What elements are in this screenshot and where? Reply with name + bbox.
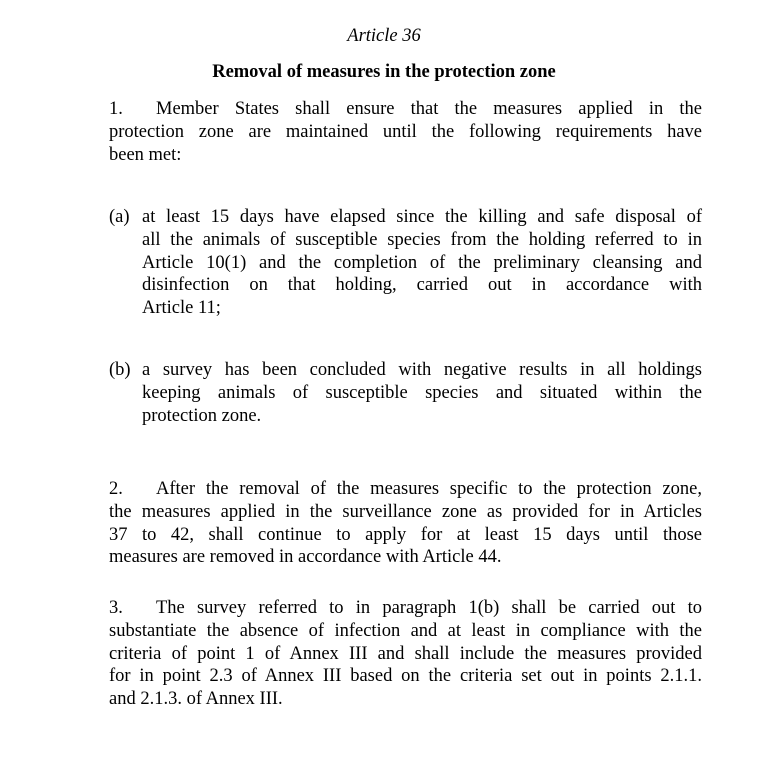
paragraph-number: 3. bbox=[109, 598, 123, 618]
paragraph-text: The survey referred to in paragraph 1(b) shall be carried out to bbox=[156, 598, 702, 618]
paragraph-line bbox=[109, 597, 702, 620]
item-line: Article 11; bbox=[142, 298, 221, 319]
item-b bbox=[109, 359, 702, 427]
paragraph-text: Member States shall ensure that the measures applied in the bbox=[156, 99, 702, 119]
paragraph-line: for in point 2.3 of Annex III based on the criteria set out in points 2.1.1. bbox=[109, 666, 702, 687]
item-line: Article 10(1) and the completion of the preliminary cleansing and bbox=[142, 252, 702, 273]
paragraph-line: the measures applied in the surveillance zone as provided for in Articles bbox=[109, 501, 702, 522]
paragraph-line: measures are removed in accordance with Article 44. bbox=[109, 547, 502, 568]
paragraph-line: been met: bbox=[109, 144, 182, 165]
paragraph-line bbox=[109, 478, 702, 501]
item-line: protection zone. bbox=[142, 405, 262, 426]
paragraph-number: 1. bbox=[109, 99, 123, 119]
article-title: Article 36 bbox=[347, 26, 421, 46]
article-heading: Removal of measures in the protection zone bbox=[212, 62, 556, 82]
paragraph-number: 2. bbox=[109, 479, 123, 499]
paragraph-3 bbox=[109, 597, 702, 711]
paragraph-line: and 2.1.3. of Annex III. bbox=[109, 689, 283, 710]
item-line: all the animals of susceptible species from the holding referred to in bbox=[142, 229, 702, 250]
item-label: (a) bbox=[109, 207, 130, 227]
paragraph-text: After the removal of the measures specific to the protection zone, bbox=[156, 479, 702, 499]
paragraph-line: protection zone are maintained until the following requirements have bbox=[109, 121, 702, 142]
item-line: disinfection on that holding, carried out in accordance with bbox=[142, 275, 702, 296]
paragraph-2 bbox=[109, 478, 702, 569]
item-line: at least 15 days have elapsed since the killing and safe disposal of bbox=[142, 207, 702, 227]
paragraph-line: substantiate the absence of infection and at least in compliance with the bbox=[109, 620, 702, 641]
paragraph-line bbox=[109, 98, 702, 121]
item-a bbox=[109, 206, 702, 320]
item-label: (b) bbox=[109, 360, 131, 380]
paragraph-line: 37 to 42, shall continue to apply for at least 15 days until those bbox=[109, 524, 702, 545]
paragraph-line: criteria of point 1 of Annex III and shall include the measures provided bbox=[109, 643, 702, 664]
item-line: keeping animals of susceptible species and situated within the bbox=[142, 382, 702, 403]
paragraph-1 bbox=[109, 98, 702, 166]
item-line: a survey has been concluded with negative results in all holdings bbox=[142, 360, 702, 380]
